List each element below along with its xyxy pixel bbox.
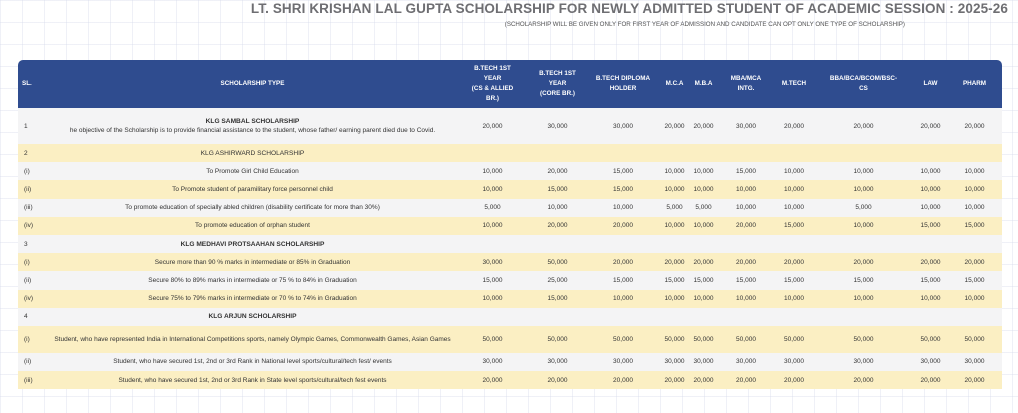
row-value: 10,000 bbox=[528, 199, 587, 217]
row-value: 20,000 bbox=[775, 253, 813, 271]
row-value: 25,000 bbox=[528, 271, 587, 289]
row-sl: (ii) bbox=[18, 271, 48, 289]
table-row bbox=[18, 271, 1002, 289]
row-value: 10,000 bbox=[775, 290, 813, 308]
row-value: 30,000 bbox=[914, 353, 947, 371]
row-value: 30,000 bbox=[717, 108, 775, 144]
row-value: 50,000 bbox=[659, 326, 690, 353]
row-value: 50,000 bbox=[528, 326, 587, 353]
column-header-line: MBA/MCA bbox=[730, 75, 762, 82]
row-sl: (iv) bbox=[18, 290, 48, 308]
row-value: 10,000 bbox=[914, 199, 947, 217]
column-header-btech-core bbox=[528, 60, 587, 108]
table-row bbox=[18, 217, 1002, 235]
row-scholarship-name: Student, who have secured 1st, 2nd or 3rd Rank in National level sports/cultural/tech fest/ events bbox=[48, 353, 457, 371]
row-scholarship-name: KLG ASHIRWARD SCHOLARSHIP bbox=[48, 144, 457, 162]
row-scholarship-name: To promote education of specially abled children (disability certificate for more than 30%) bbox=[48, 199, 457, 217]
row-value: 10,000 bbox=[457, 217, 528, 235]
row-value: 20,000 bbox=[813, 253, 914, 271]
row-sl: (i) bbox=[18, 253, 48, 271]
table-row bbox=[18, 253, 1002, 271]
column-header-line: HOLDER bbox=[609, 85, 637, 92]
row-value: 10,000 bbox=[690, 162, 717, 180]
row-value: 50,000 bbox=[775, 326, 813, 353]
row-scholarship-name: KLG MEDHAVI PROTSAAHAN SCHOLARSHIP bbox=[48, 235, 457, 253]
row-value: 5,000 bbox=[813, 199, 914, 217]
column-header-sl: SL. bbox=[18, 60, 48, 108]
row-value: 20,000 bbox=[947, 253, 1002, 271]
table-row bbox=[18, 199, 1002, 217]
row-value: 10,000 bbox=[813, 217, 914, 235]
row-value: 20,000 bbox=[813, 371, 914, 389]
row-value: 20,000 bbox=[813, 108, 914, 144]
row-value: 20,000 bbox=[587, 371, 659, 389]
row-value: 15,000 bbox=[587, 271, 659, 289]
row-sl: (ii) bbox=[18, 180, 48, 198]
row-value: 15,000 bbox=[717, 271, 775, 289]
table-row bbox=[18, 290, 1002, 308]
row-value: 20,000 bbox=[659, 108, 690, 144]
table-row bbox=[18, 144, 1002, 162]
row-value: 20,000 bbox=[914, 108, 947, 144]
row-value: 10,000 bbox=[690, 290, 717, 308]
row-value: 20,000 bbox=[659, 371, 690, 389]
column-header-mca: M.C.A bbox=[659, 60, 690, 108]
row-value: 30,000 bbox=[813, 353, 914, 371]
row-value: 10,000 bbox=[457, 162, 528, 180]
column-header-mba-mca-intg bbox=[717, 60, 775, 108]
row-value: 20,000 bbox=[717, 371, 775, 389]
row-scholarship-name: Student, who have represented India in International Competitions sports, namely Olympic Games, Commonwealth Games, Asian Games bbox=[48, 326, 457, 353]
row-value: 10,000 bbox=[659, 180, 690, 198]
row-value: 50,000 bbox=[690, 326, 717, 353]
column-header-line: (CORE BR.) bbox=[540, 90, 575, 97]
scholarship-table-card bbox=[18, 60, 1002, 389]
table-row bbox=[18, 108, 1002, 144]
row-value: 10,000 bbox=[457, 290, 528, 308]
row-scholarship-name: Student, who have secured 1st, 2nd or 3rd Rank in State level sports/cultural/tech fest events bbox=[48, 371, 457, 389]
row-value: 30,000 bbox=[457, 253, 528, 271]
column-header-line: B.TECH DIPLOMA bbox=[595, 75, 651, 82]
column-header-bba-bca-bcom-bsc bbox=[813, 60, 914, 108]
row-scholarship-name: Secure 80% to 89% marks in intermediate or 75 % to 84% in Graduation bbox=[48, 271, 457, 289]
row-scholarship-name: Secure 75% to 79% marks in intermediate or 70 % to 74% in Graduation bbox=[48, 290, 457, 308]
row-value: 10,000 bbox=[813, 290, 914, 308]
row-sl: 1 bbox=[18, 108, 48, 144]
column-header-line: YEAR bbox=[483, 75, 502, 82]
column-header-line: BBA/BCA/BCOM/BSC- bbox=[829, 75, 898, 82]
column-header-mba: M.B.A bbox=[690, 60, 717, 108]
row-value: 10,000 bbox=[690, 180, 717, 198]
row-value: 15,000 bbox=[914, 217, 947, 235]
row-value: 15,000 bbox=[528, 290, 587, 308]
row-value: 20,000 bbox=[914, 253, 947, 271]
table-row bbox=[18, 235, 1002, 253]
row-scholarship-name: Secure more than 90 % marks in intermediate or 85% in Graduation bbox=[48, 253, 457, 271]
row-sl: (i) bbox=[18, 162, 48, 180]
row-value: 15,000 bbox=[587, 162, 659, 180]
row-value: 10,000 bbox=[947, 180, 1002, 198]
row-value: 10,000 bbox=[587, 290, 659, 308]
row-sl: (iv) bbox=[18, 217, 48, 235]
row-value: 30,000 bbox=[587, 108, 659, 144]
row-scholarship-name: To Promote Girl Child Education bbox=[48, 162, 457, 180]
row-value: 30,000 bbox=[717, 353, 775, 371]
row-value: 20,000 bbox=[947, 371, 1002, 389]
row-value: 20,000 bbox=[587, 253, 659, 271]
scholarship-table bbox=[18, 60, 1002, 389]
row-value: 10,000 bbox=[914, 162, 947, 180]
row-value: 10,000 bbox=[717, 199, 775, 217]
row-sl: 3 bbox=[18, 235, 48, 253]
row-value: 30,000 bbox=[659, 353, 690, 371]
table-row bbox=[18, 353, 1002, 371]
row-sl: (iii) bbox=[18, 199, 48, 217]
row-value: 10,000 bbox=[659, 217, 690, 235]
row-value: 30,000 bbox=[528, 108, 587, 144]
row-value: 20,000 bbox=[775, 108, 813, 144]
row-value: 20,000 bbox=[528, 217, 587, 235]
row-value: 15,000 bbox=[717, 162, 775, 180]
row-value: 30,000 bbox=[457, 353, 528, 371]
row-value: 50,000 bbox=[528, 253, 587, 271]
page-subtitle: (SCHOLARSHIP WILL BE GIVEN ONLY FOR FIRST YEAR OF ADMISSION AND CANDIDATE CAN OPT ONLY ONE TYPE OF SCHOLARSHIP) bbox=[504, 21, 905, 28]
row-value: 30,000 bbox=[528, 353, 587, 371]
row-value: 50,000 bbox=[813, 326, 914, 353]
row-value: 10,000 bbox=[717, 290, 775, 308]
row-value: 10,000 bbox=[775, 180, 813, 198]
row-value: 5,000 bbox=[457, 199, 528, 217]
row-sl: (ii) bbox=[18, 353, 48, 371]
column-header-line: BR.) bbox=[486, 95, 499, 102]
table-row bbox=[18, 326, 1002, 353]
row-value: 20,000 bbox=[947, 108, 1002, 144]
row-value: 20,000 bbox=[717, 253, 775, 271]
row-value: 15,000 bbox=[947, 217, 1002, 235]
row-scholarship-cell bbox=[48, 108, 457, 144]
row-value: 30,000 bbox=[947, 353, 1002, 371]
column-header-mtech: M.TECH bbox=[775, 60, 813, 108]
column-header-line: CS bbox=[859, 85, 868, 92]
row-scholarship-name: KLG ARJUN SCHOLARSHIP bbox=[48, 308, 457, 326]
row-value: 10,000 bbox=[813, 162, 914, 180]
row-value: 15,000 bbox=[947, 271, 1002, 289]
row-sl: 2 bbox=[18, 144, 48, 162]
row-value: 15,000 bbox=[690, 271, 717, 289]
row-scholarship-name: To promote education of orphan student bbox=[48, 217, 457, 235]
row-value: 10,000 bbox=[775, 162, 813, 180]
table-row bbox=[18, 180, 1002, 198]
row-value: 50,000 bbox=[587, 326, 659, 353]
row-value: 20,000 bbox=[457, 371, 528, 389]
row-value: 50,000 bbox=[457, 326, 528, 353]
column-header-pharm: PHARM bbox=[947, 60, 1002, 108]
column-header-scholarship-type: SCHOLARSHIP TYPE bbox=[48, 60, 457, 108]
row-value: 15,000 bbox=[914, 271, 947, 289]
row-value: 20,000 bbox=[659, 253, 690, 271]
row-value: 30,000 bbox=[775, 353, 813, 371]
column-header-line: YEAR bbox=[548, 80, 567, 87]
row-value: 15,000 bbox=[528, 180, 587, 198]
page-title: LT. SHRI KRISHAN LAL GUPTA SCHOLARSHIP FOR NEWLY ADMITTED STUDENT OF ACADEMIC SESSION : 2025-26 bbox=[250, 1, 1008, 16]
row-value: 20,000 bbox=[587, 217, 659, 235]
column-header-line: INTG. bbox=[737, 85, 755, 92]
row-value: 15,000 bbox=[659, 271, 690, 289]
row-value: 50,000 bbox=[947, 326, 1002, 353]
row-value: 30,000 bbox=[690, 353, 717, 371]
row-value: 10,000 bbox=[659, 162, 690, 180]
row-value: 15,000 bbox=[813, 271, 914, 289]
row-scholarship-name: To Promote student of paramilitary force personnel child bbox=[48, 180, 457, 198]
row-value: 10,000 bbox=[690, 217, 717, 235]
row-value: 10,000 bbox=[914, 180, 947, 198]
row-value: 50,000 bbox=[717, 326, 775, 353]
table-header-row bbox=[18, 60, 1002, 108]
row-value: 5,000 bbox=[659, 199, 690, 217]
row-value: 50,000 bbox=[914, 326, 947, 353]
table-row bbox=[18, 371, 1002, 389]
row-value: 20,000 bbox=[914, 371, 947, 389]
row-value: 20,000 bbox=[690, 108, 717, 144]
column-header-line: B.TECH 1ST bbox=[474, 65, 511, 72]
column-header-line: B.TECH 1ST bbox=[539, 70, 576, 77]
row-value: 20,000 bbox=[457, 108, 528, 144]
row-value: 20,000 bbox=[690, 371, 717, 389]
row-value: 10,000 bbox=[587, 199, 659, 217]
row-value: 20,000 bbox=[717, 217, 775, 235]
row-scholarship-desc: he objective of the Scholarship is to provide financial assistance to the student, whose father/ earning parent died due to Covid. bbox=[69, 127, 436, 134]
row-value: 10,000 bbox=[813, 180, 914, 198]
row-sl: 4 bbox=[18, 308, 48, 326]
row-value: 5,000 bbox=[690, 199, 717, 217]
row-value: 20,000 bbox=[528, 371, 587, 389]
row-value: 10,000 bbox=[947, 199, 1002, 217]
row-value: 10,000 bbox=[775, 199, 813, 217]
table-row bbox=[18, 162, 1002, 180]
row-scholarship-name: KLG SAMBAL SCHOLARSHIP bbox=[205, 118, 300, 125]
row-value: 10,000 bbox=[659, 290, 690, 308]
table-row bbox=[18, 308, 1002, 326]
row-value: 10,000 bbox=[947, 290, 1002, 308]
row-value: 10,000 bbox=[457, 180, 528, 198]
row-value: 10,000 bbox=[717, 180, 775, 198]
row-value: 15,000 bbox=[457, 271, 528, 289]
row-value: 10,000 bbox=[914, 290, 947, 308]
row-sl: (iii) bbox=[18, 371, 48, 389]
row-value: 15,000 bbox=[587, 180, 659, 198]
row-value: 10,000 bbox=[947, 162, 1002, 180]
row-value: 30,000 bbox=[587, 353, 659, 371]
column-header-btech-diploma bbox=[587, 60, 659, 108]
row-value: 15,000 bbox=[775, 271, 813, 289]
row-sl: (i) bbox=[18, 326, 48, 353]
column-header-line: (CS & ALLIED bbox=[471, 85, 514, 92]
column-header-law: LAW bbox=[914, 60, 947, 108]
row-value: 20,000 bbox=[528, 162, 587, 180]
row-value: 20,000 bbox=[775, 371, 813, 389]
row-value: 20,000 bbox=[690, 253, 717, 271]
column-header-btech-cs bbox=[457, 60, 528, 108]
row-value: 15,000 bbox=[775, 217, 813, 235]
